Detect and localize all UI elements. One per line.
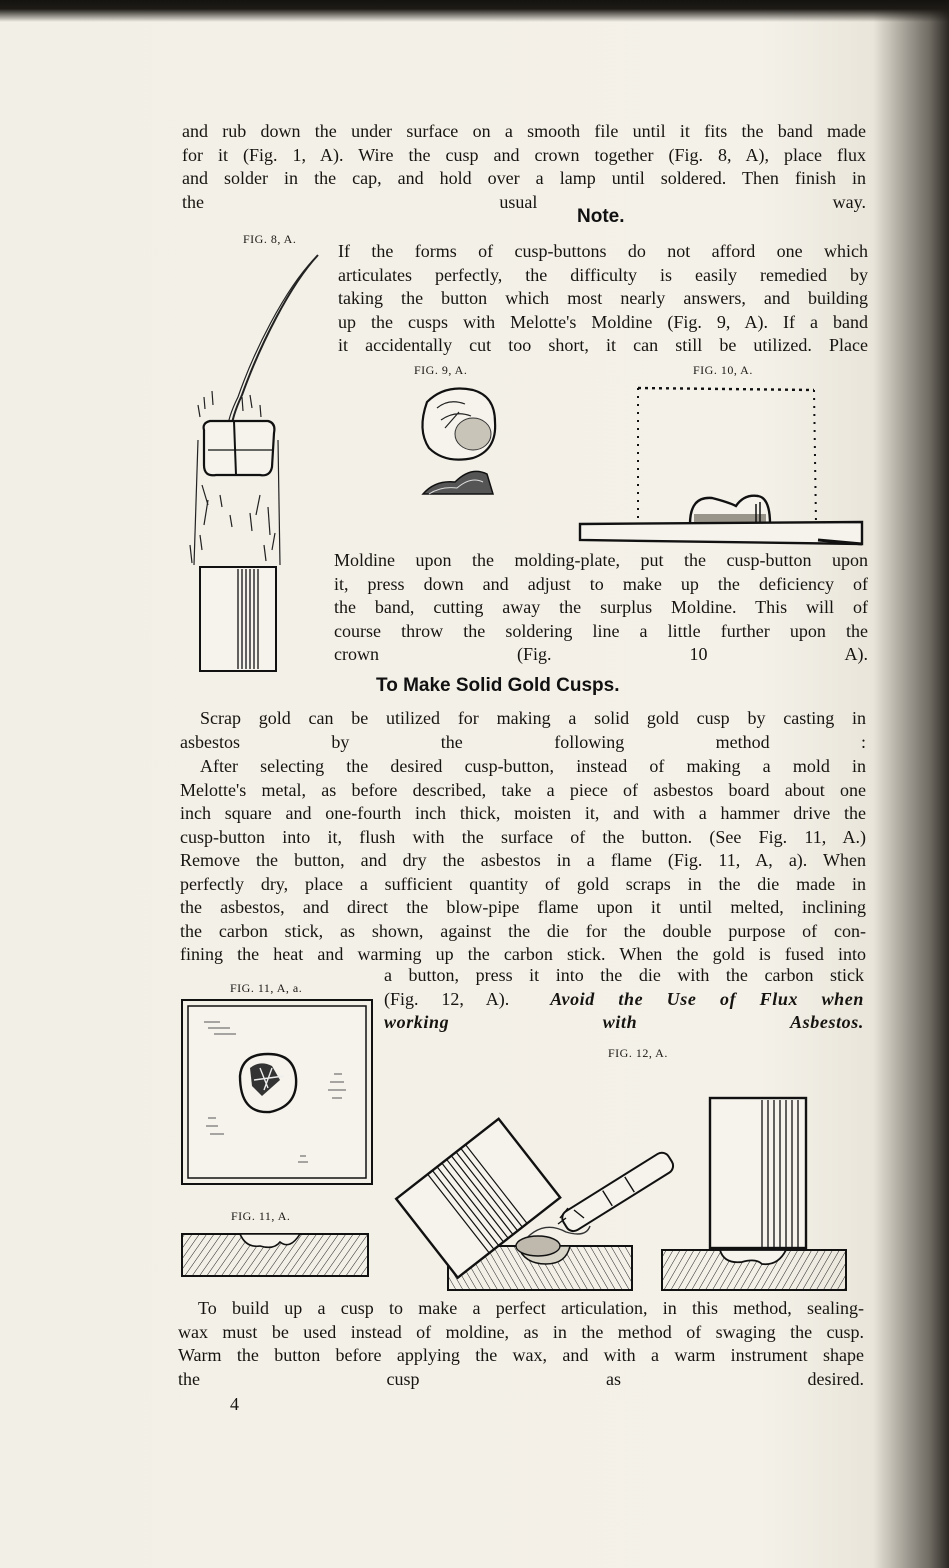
text-line: the cusp as desired. bbox=[178, 1368, 864, 1389]
fig-12-reference: (Fig. 12, A). bbox=[384, 988, 510, 1009]
fig-8-illustration bbox=[180, 245, 290, 685]
text-line: crown (Fig. 10 A). bbox=[334, 644, 868, 664]
text-line: Warm the button before applying the wax, and with a warm instrument shape bbox=[178, 1345, 864, 1365]
text-line: perfectly dry, place a sufficient quantity of gold scraps in the die made in bbox=[180, 873, 866, 894]
text-line: cusp-button into it, flush with the surface of the button. (See Fig. 11, A.) bbox=[180, 826, 866, 847]
fig-12-caption: FIG. 12, A. bbox=[608, 1046, 668, 1060]
final-paragraph bbox=[178, 1297, 864, 1391]
fig-9-caption: FIG. 9, A. bbox=[414, 363, 468, 377]
note-paragraph bbox=[338, 240, 868, 358]
fig-10-caption: FIG. 10, A. bbox=[693, 363, 753, 377]
text-line: and rub down the under surface on a smooth file until it fits the band made bbox=[182, 121, 866, 141]
text-line: Melotte's metal, as before described, take a piece of asbestos board about one bbox=[180, 779, 866, 800]
fig-11-a-a-caption: FIG. 11, A, a. bbox=[230, 981, 303, 995]
text-line: for it (Fig. 1, A). Wire the cusp and crown together (Fig. 8, A), place flux bbox=[182, 144, 866, 165]
text-line: a button, press it into the die with the carbon stick bbox=[384, 965, 864, 985]
text-line: inch square and one-fourth inch thick, moisten it, and with a hammer drive the bbox=[180, 803, 866, 823]
note-heading: Note. bbox=[577, 206, 625, 227]
text-line: it accidentally cut too short, it can still be utilized. Place bbox=[338, 335, 868, 355]
fig-10-illustration bbox=[578, 384, 868, 554]
fig-9-illustration bbox=[415, 382, 505, 502]
text-line bbox=[384, 988, 864, 1012]
solid-gold-para-2 bbox=[180, 755, 866, 967]
text-line: taking the button which most nearly answers, and building bbox=[338, 288, 868, 308]
warning-line-2: working with Asbestos. bbox=[384, 1012, 864, 1032]
text-line: fining the heat and warming up the carbon stick. When the gold is fused into bbox=[180, 944, 866, 964]
warning-line-1: Avoid the Use of Flux when bbox=[550, 988, 864, 1009]
text-line: After selecting the desired cusp-button, instead of making a mold in bbox=[200, 756, 866, 776]
text-line: If the forms of cusp-buttons do not afford one which bbox=[338, 241, 868, 261]
text-line: asbestos by the following method : bbox=[180, 731, 866, 752]
solid-gold-heading: To Make Solid Gold Cusps. bbox=[376, 675, 620, 696]
fig-11-illustration bbox=[180, 1230, 372, 1280]
text-line: the usual way. bbox=[182, 191, 866, 212]
text-line: course throw the soldering line a little further upon the bbox=[334, 620, 868, 641]
text-line: the band, cutting away the surplus Moldine. This will of bbox=[334, 597, 868, 617]
text-line: Moldine upon the molding-plate, put the cusp-button upon bbox=[334, 550, 868, 570]
fig-12-illustration bbox=[390, 1068, 870, 1292]
text-line: the carbon stick, as shown, against the die for the double purpose of con- bbox=[180, 920, 866, 941]
text-line: Scrap gold can be utilized for making a solid gold cusp by casting in bbox=[200, 708, 866, 728]
fig-8-caption: FIG. 8, A. bbox=[243, 232, 297, 246]
text-line: Remove the button, and dry the asbestos in a flame (Fig. 11, A, a). When bbox=[180, 850, 866, 870]
text-line: the asbestos, and direct the blow-pipe flame upon it until melted, inclining bbox=[180, 897, 866, 917]
text-line: articulates perfectly, the difficulty is easily remedied by bbox=[338, 264, 868, 285]
fig-11-a-a-illustration bbox=[180, 998, 376, 1188]
page-number: 4 bbox=[230, 1394, 239, 1414]
intro-paragraph bbox=[182, 120, 866, 214]
fig-11-caption: FIG. 11, A. bbox=[231, 1209, 291, 1223]
note-continuation bbox=[334, 549, 868, 667]
solid-gold-para-1 bbox=[180, 707, 866, 754]
solid-gold-para-2-cont bbox=[384, 964, 864, 1035]
text-line: it, press down and adjust to make up the deficiency of bbox=[334, 573, 868, 594]
text-line: up the cusps with Melotte's Moldine (Fig. 9, A). If a band bbox=[338, 311, 868, 332]
text-line: wax must be used instead of moldine, as in the method of swaging the cusp. bbox=[178, 1321, 864, 1342]
text-line: and solder in the cap, and hold over a lamp until soldered. Then finish in bbox=[182, 168, 866, 188]
text-line: To build up a cusp to make a perfect articulation, in this method, sealing- bbox=[198, 1298, 864, 1318]
